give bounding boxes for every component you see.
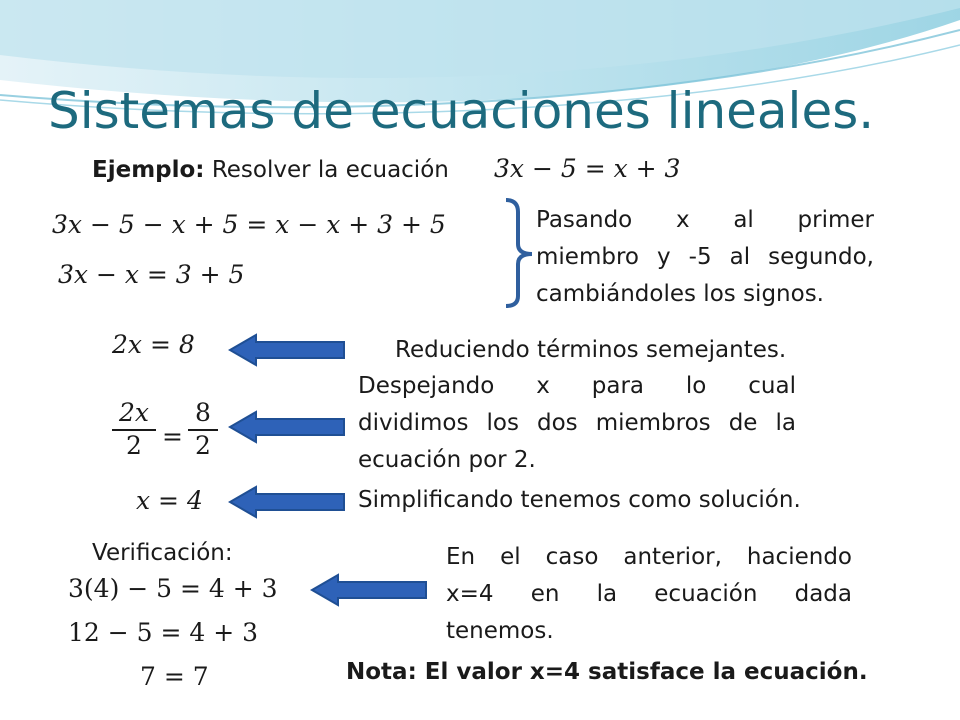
equation-step-2: 3x − x = 3 + 5 [58, 260, 245, 289]
note-reduce-terms: Reduciendo términos semejantes. [395, 337, 787, 363]
equation-step-1: 3x − 5 − x + 5 = x − x + 3 + 5 [52, 210, 446, 239]
fraction-equals: = [162, 422, 183, 451]
verification-label: Verificación: [92, 540, 233, 566]
example-line [92, 152, 449, 189]
note-verification [446, 539, 852, 650]
note-line: miembro y -5 al segundo, [536, 244, 874, 270]
example-label: Ejemplo: [92, 157, 205, 183]
note-line: cambiándoles los signos. [536, 281, 824, 307]
verification-step-3: 7 = 7 [140, 662, 209, 691]
verification-step-2: 12 − 5 = 4 + 3 [68, 618, 259, 647]
note-line: Despejando x para lo cual [358, 373, 796, 399]
equation-solution: x = 4 [136, 486, 203, 515]
note-line: En el caso anterior, haciendo [446, 544, 852, 570]
fraction-left [112, 398, 156, 460]
note-simplify: Simplificando tenemos como solución. [358, 487, 801, 513]
example-equation: 3x − 5 = x + 3 [494, 154, 681, 183]
page-title: Sistemas de ecuaciones lineales. [48, 82, 875, 140]
left-arrow-icon [228, 484, 348, 520]
left-arrow-icon [228, 332, 348, 368]
note-line: tenemos. [446, 618, 554, 644]
note-line: dividimos los dos miembros de la [358, 410, 796, 436]
left-arrow-icon [310, 572, 430, 608]
right-brace-icon [500, 196, 540, 310]
fraction-numerator: 2x [118, 398, 149, 427]
note-isolate-x [358, 368, 796, 479]
fraction-numerator: 8 [195, 398, 211, 427]
fraction-denominator: 2 [188, 429, 218, 460]
example-text: Resolver la ecuación [211, 157, 449, 183]
left-arrow-icon [228, 409, 348, 445]
equation-step-3: 2x = 8 [112, 330, 195, 359]
fraction-denominator: 2 [112, 429, 156, 460]
note-line: ecuación por 2. [358, 447, 536, 473]
note-passing-terms [536, 202, 874, 313]
note-line: x=4 en la ecuación dada [446, 581, 852, 607]
note-line: Pasando x al primer [536, 207, 874, 233]
final-note: Nota: El valor x=4 satisface la ecuación. [346, 659, 868, 685]
fraction-right [188, 398, 218, 460]
verification-step-1: 3(4) − 5 = 4 + 3 [68, 574, 278, 603]
